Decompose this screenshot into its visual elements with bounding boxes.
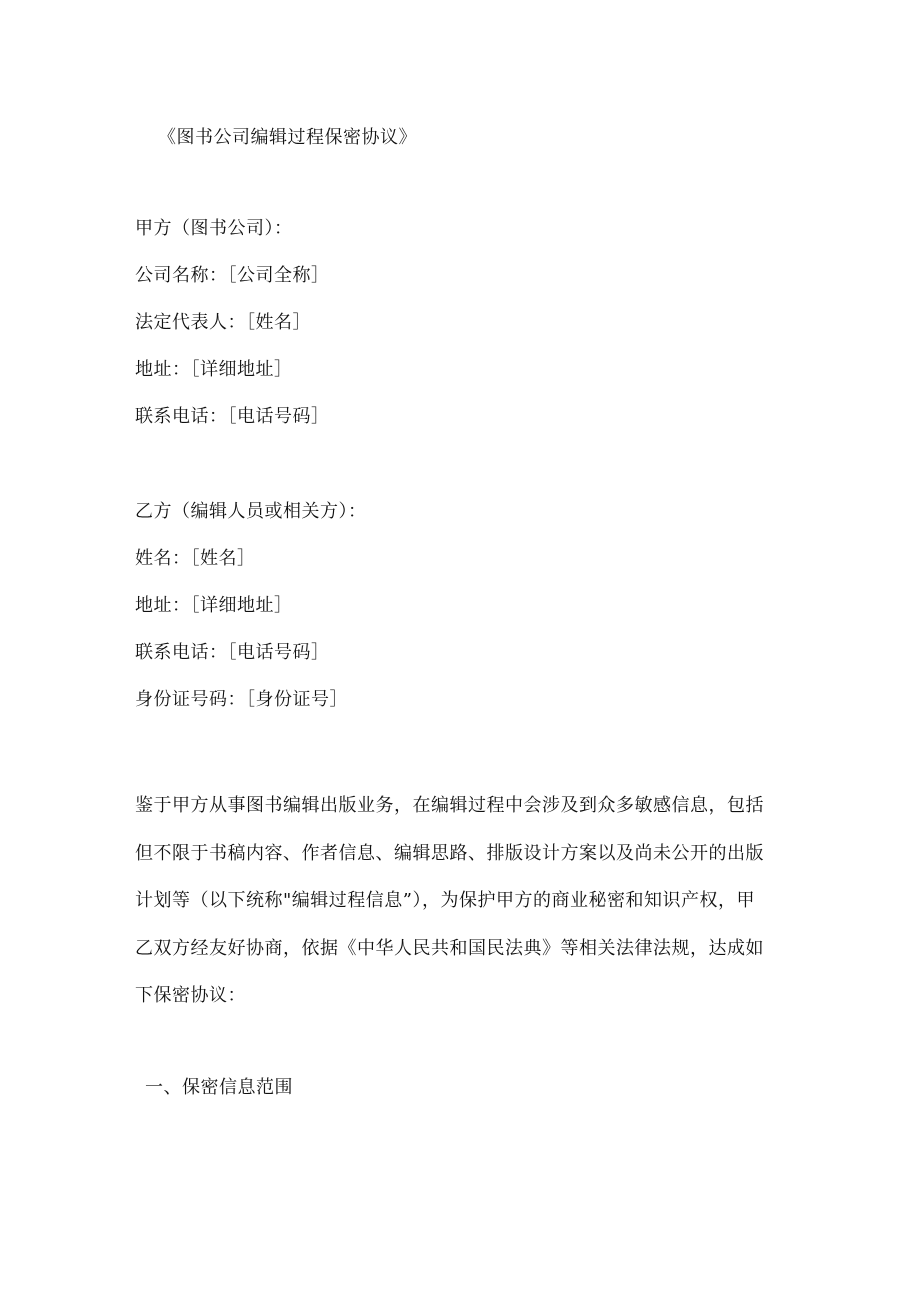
party-b-address: 地址：［详细地址］ <box>135 595 293 616</box>
party-b-id-number: 身份证号码：［身份证号］ <box>135 689 348 710</box>
preamble-paragraph <box>135 782 785 1020</box>
party-a-company-name: 公司名称：［公司全称］ <box>135 265 330 286</box>
preamble-line: 计划等（以下统称"编辑过程信息”），为保护甲方的商业秘密和知识产权，甲 <box>135 890 755 911</box>
preamble-line: 乙双方经友好协商，依据《中华人民共和国民法典》等相关法律法规，达成如 <box>135 937 764 959</box>
party-b-heading: 乙方（编辑人员或相关方）： <box>135 501 367 522</box>
document-title: 《图书公司编辑过程保密协议》 <box>158 127 417 148</box>
preamble-line: 但不限于书稿内容、作者信息、编辑思路、排版设计方案以及尚未公开的出版 <box>135 842 764 864</box>
party-a-phone: 联系电话：［电话号码］ <box>135 406 330 427</box>
section-heading: 一、保密信息范围 <box>145 1077 293 1098</box>
party-a-address: 地址：［详细地址］ <box>135 359 293 380</box>
party-a-legal-rep: 法定代表人：［姓名］ <box>135 312 311 333</box>
party-b-phone: 联系电话：［电话号码］ <box>135 642 330 663</box>
preamble-line: 鉴于甲方从事图书编辑出版业务，在编辑过程中会涉及到众多敏感信息，包括 <box>135 795 764 816</box>
party-b-name: 姓名：［姓名］ <box>135 548 256 569</box>
party-a-heading: 甲方（图书公司）： <box>135 218 293 239</box>
preamble-line: 下保密协议： <box>135 985 246 1006</box>
